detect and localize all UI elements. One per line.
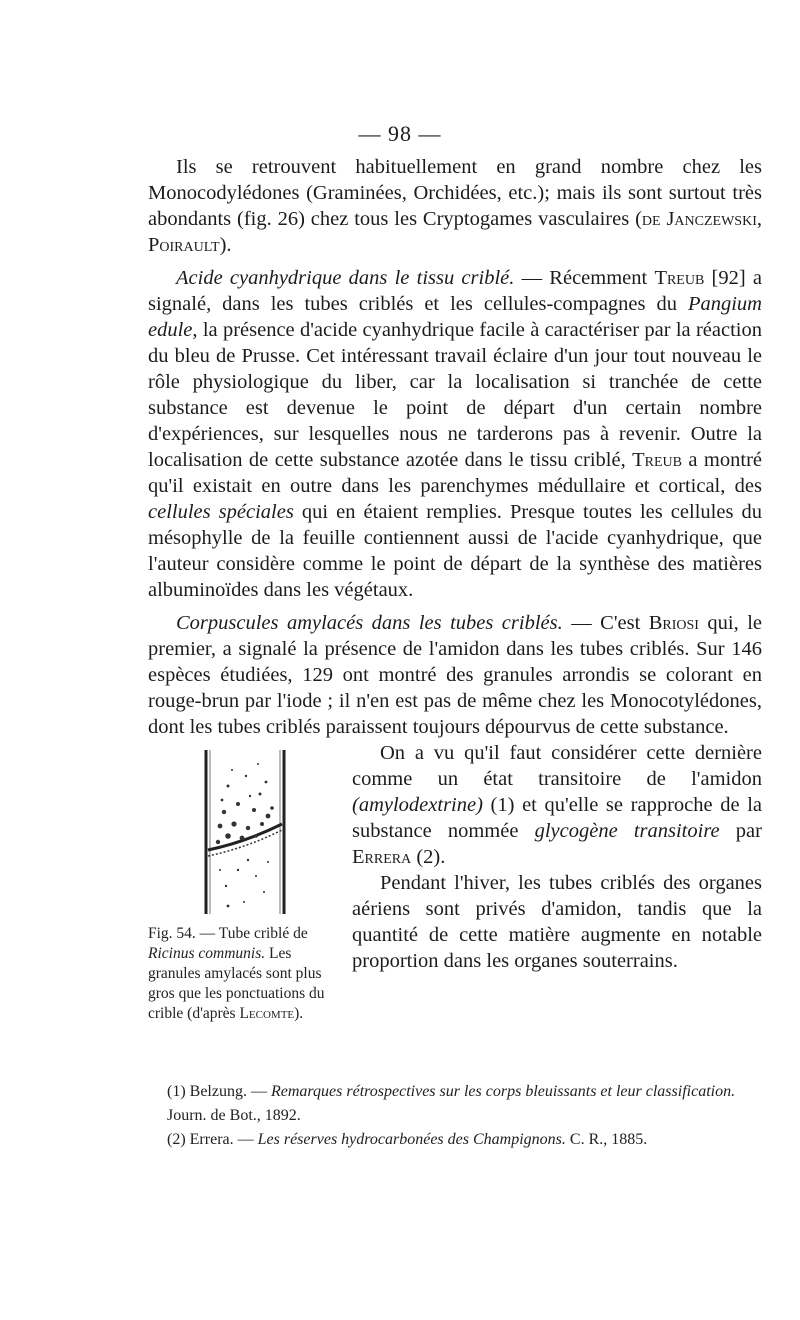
caption-label: Fig. 54. — Tube criblé de xyxy=(148,925,308,942)
footnote-1-author: Belzung. — xyxy=(185,1083,271,1100)
caption-close: ). xyxy=(294,1005,304,1022)
author-errera: Errera xyxy=(352,846,412,868)
author-briosi: Briosi xyxy=(648,612,699,634)
p5-text: Pendant l'hiver, les tubes criblés des organes aériens sont privés d'amidon, tandis que la quantité de cette matière augmente en notable proportion dans les organes souterrains. xyxy=(352,872,762,972)
main-text xyxy=(148,154,762,1102)
p1-text: Ils se retrouvent habituellement en grand nombre chez les Monocodylédones (Graminées, Orchidées, etc.); mais ils sont surtout très abondants (fig. 26) chez tous les Cryptogames vasculaires ( xyxy=(148,156,762,230)
paragraph-amylaceous-corpuscles xyxy=(148,610,762,740)
page-number: — 98 — xyxy=(358,121,442,146)
footnote-1-source: Journ. de Bot., 1892. xyxy=(167,1107,301,1124)
p1-close: ). xyxy=(219,234,232,256)
term-glycogene: glycogène transitoire xyxy=(534,820,720,842)
paragraph-cyanhydric-acid xyxy=(148,265,762,603)
footnote-2-title: Les réserves hydrocarbonées des Champignons. xyxy=(257,1131,566,1148)
p4-text-4: (2). xyxy=(411,846,446,868)
paragraph-monocotyledons xyxy=(148,154,762,258)
p4-text-2: (1) et qu'elle se rapproche de la substance nommée xyxy=(352,794,762,842)
p2-text-1: , la présence d'acide cyanhydrique facile à caractériser par la réaction du bleu de Prusse. Cet intéressant travail éclaire d'un jour tout nouveau le rôle physiologique du liber, car la localisation si tranchée de cette substance est devenue le point de départ d'un certain nombre d'expériences, sur lesquelles nous ne tarderons pas à revenir. Outre la localisation de cette substance azotée dans le tissu criblé, xyxy=(148,319,762,471)
section-heading-corpuscles: Corpuscules amylacés dans les tubes criblés. xyxy=(176,612,563,634)
p1-authors: de Janczewski, Poirault xyxy=(148,208,762,256)
p3-text-1: qui, le premier, a signalé la présence de l'amidon dans les tubes criblés. Sur 146 espèces étudiées, 129 ont montré des granules arrondis se colorant en rouge-brun par l'iode ; il n'en est pas de même chez les Monocotylédones, dont les tubes criblés paraissent toujours dépourvus de cette substance. xyxy=(148,612,762,738)
p2-ref: [92] a signalé, dans les tubes criblés et les cellules-compagnes du xyxy=(148,267,762,315)
p2-text-2: a montré qu'il existait en outre dans les parenchymes médullaire et cortical, des xyxy=(148,449,762,497)
caption-text: Les granules amylacés sont plus gros que les ponctuations du crible (d'après xyxy=(148,945,325,1022)
caption-species: Ricinus communis. xyxy=(148,945,266,962)
section-heading-cyanhydric: Acide cyanhydrique dans le tissu criblé. xyxy=(176,267,515,289)
footnote-1-title: Remarques rétrospectives sur les corps bleuissants et leur classification. xyxy=(270,1083,736,1100)
footnote-1-number: (1) xyxy=(167,1083,186,1100)
p2-text-3: qui en étaient remplies. Presque toutes les cellules du mésophylle de la feuille contiennent aussi de l'acide cyanhydrique, que l'auteur considère comme le point de départ de la synthèse des matières albuminoïdes dans les végétaux. xyxy=(148,501,762,601)
p4-text-1: On a vu qu'il faut considérer cette dernière comme un état transitoire de l'amidon xyxy=(352,742,762,790)
figure-54 xyxy=(148,740,340,1102)
caption-author: Lecomte xyxy=(239,1005,295,1022)
footnotes xyxy=(167,1080,765,1152)
footnote-2-number: (2) xyxy=(167,1131,186,1148)
footnote-2-author: Errera. — xyxy=(185,1131,258,1148)
term-amylodextrine: (amylodextrine) xyxy=(352,794,483,816)
special-cells: cellules spéciales xyxy=(148,501,294,523)
p2-dash: — Récemment xyxy=(514,267,655,289)
species-pangium: Pangium edule xyxy=(148,293,762,341)
figure-caption xyxy=(148,924,338,1024)
footnote-2-source: C. R., 1885. xyxy=(565,1131,648,1148)
p4-text-3: par xyxy=(719,820,762,842)
author-treub-2: Treub xyxy=(632,449,682,471)
footnote-1 xyxy=(167,1080,765,1128)
p3-dash: — C'est xyxy=(562,612,649,634)
footnote-2 xyxy=(167,1128,765,1152)
sieve-tube-illustration xyxy=(198,746,294,916)
author-treub: Treub xyxy=(654,267,705,289)
